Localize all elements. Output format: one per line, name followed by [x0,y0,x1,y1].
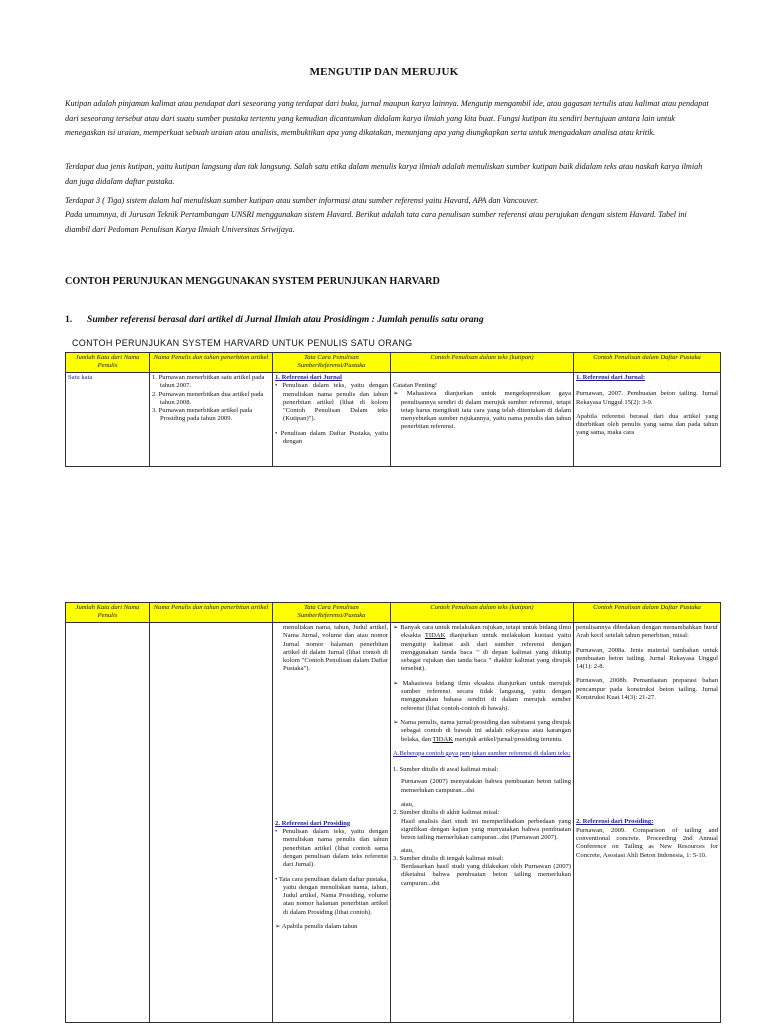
example-3-body: Berdasarkan hasil studi yang dilakukan oleh Purnawan (2007) diketahui bahwa pembuatan beton tailing memerlukan campuran...dst [401,863,571,887]
subsection-heading [65,314,484,325]
example-3-heading: 3. Sumber ditulis di tengah kalimat misal: [393,854,504,862]
bibliography-entry-1: Purnawan, 2007. Pembuatan beton tailing. Jurnal Rekayasa Unggul 15(2): 3-9. [576,390,718,406]
cell-procedure [273,373,391,467]
fictional-text-pre: ➢ Nama penulis, nama jurnal/prosiding dan substansi yang dirujuk sebagai contoh di bawah ini adalah rekayasa atau karangan belaka, dan [393,718,571,743]
bibliography-heading-journal: 1. Referensi dari Jurnal: [576,374,646,381]
example-2-body: Hasil analisis dari studi ini memperlihatkan perbedaan yang signifikan dengan kajian yang menyatakan bahwa pembuatan beton tailing memerlukan campuran...dst (Purnawan 2007). [401,817,571,842]
author-item-2: 2. Purnawan menerbitkan dua artikel pada tahun 2008. [152,390,264,406]
example-2-heading: 2. Sumber ditulis di akhir kalimat misal: [393,809,500,817]
bibliography-heading-proceeding: 2. Referensi dari Prosiding: [576,818,654,826]
fictional-text-post: merujuk artikel/jurnal/prosiding tertentu. [453,735,563,743]
bibliography-note: Apabila referensi berasal dari dua artikel yang diterbitkan oleh penulis yang sama dan pada tahun yang sama, maka cara [576,412,718,437]
bibliography-continued: penulisannya dibedakan dengan menambahkan huruf Arab kecil setelah tahun penerbitan, misal: [576,624,718,640]
in-text-bullet-1: ➢ Mahasiswa dianjurkan untuk mengekspresikan gaya penulisannya sendiri di dalam merujuk sumber referensi, tetapi tetap harus mengikuti tata cara yang telah ditentukan di dalam menyebutkan sumber rujukannya, yaitu nama penulis dan tahun penerbitan referensi. [393,390,571,431]
bibliography-entry-2008a: Purnawan, 2008a. Jenis material tambahan untuk pembuatan beton tailing. Jurnal Rekayasa Unggul 14(1): 2-8. [576,646,718,671]
cell-in-text-2 [391,623,574,1023]
procedure-heading-journal: 1. Referensi dari Jurnal [275,374,342,381]
example-or-1: atau, [401,801,414,809]
in-text-bullet-quotation [393,624,571,674]
author-item-1: 1. Purnawan menerbitkan satu artikel pada tahun 2007. [152,374,265,390]
table-caption: CONTOH PERUNJUKAN SYSTEM HARVARD UNTUK PENULIS SATU ORANG [72,338,413,348]
bibliography-entry-2008b: Purnawan, 2008b. Pemanfaatan preparasi bahan pencampur pada konstruksi beton tailing. Jurnal Konstruksi Kuat 14(3): 21-27. [576,677,718,702]
header-in-text-example-2: Contoh Penulisan dalam teks (kutipan) [391,603,574,623]
harvard-table-1 [65,352,721,467]
types-paragraph: Terdapat dua jenis kutipan, yaitu kutipan langsung dan tak langsung. Salah satu etika dalam menulis karya ilmiah adalah menuliskan sumber kutipan baik didalam teks atau naskah karya ilmiah dan juga didalam daftar pustaka. [65,162,703,186]
fictional-not-word: TIDAK [432,735,454,743]
cell-word-count-2 [66,623,150,1023]
cell-author-year [150,373,273,467]
bibliography-entry-proceeding: Purnawan, 2009. Comparison of tailing and conventional concrete. Proceeding 2nd Annual Conference on Tailing as New Resources for Concrete, Asosiasi Ahli Beton Indonesia, 1: 5-10. [576,826,718,859]
example-1-heading: 1. Sumber ditulis di awal kalimat misal: [393,766,499,774]
harvard-paragraph: Pada umumnya, di Jurusan Teknik Pertambangan UNSRI menggunakan sistem Havard. Berikut adalah tata cara penulisan sumber referensi atau perujukan dengan sistem Havard. Tabel ini diambil dari Pedoman Penulisan Karya Ilmiah Universitas Sriwijaya. [65,210,687,234]
in-text-bullet-indirect: ➢ Mahasiswa bidang ilmu eksakta dianjurkan untuk merujuk sumber referensi secara tidak langsung, yaitu dengan menggunakan bahasa sendiri di dalam merujuk sumber referensi (lihat contoh-contoh di bawah). [393,679,571,712]
quotation-text-post: dianjurkan untuk melakukan kuotasi yaitu mengutip kalimat asli dari sumber referensi dengan menggunakan tanda baca " di depan kalimat yang dikutip sebagai rujukan dan tanda baca " diakhir kalimat yang dirujuk tersebut). [401,632,571,673]
header-bibliography-example: Contoh Penulisan dalam Daftar Pustaka [574,353,721,373]
header-procedure: Tata Cara Penulisan SumberReferensi/Pustaka [273,353,391,373]
harvard-table-2 [65,602,721,1023]
cell-bibliography-2 [574,623,721,1023]
systems-paragraph: Terdapat 3 ( Tiga) sistem dalam hal menuliskan sumber kutipan atau sumber informasi atau sumber referensi yaitu Havard, APA dan Vancouver. [65,196,539,205]
cell-bibliography [574,373,721,467]
procedure-proceeding-bullet-2: • Tata cara penulisan dalam daftar pustaka, yaitu dengan menuliskan nama, tahun, Judul artikel, Nama Prosiding, volume atau nomor halaman penerbitan artikel di dalam Prosiding (lihat contoh). [275,875,388,916]
procedure-bullet-2: • Penulisan dalam Daftar Pustaka, yaitu dengan [275,429,388,446]
header-procedure-2: Tata Cara Penulisan SumberReferensi/Pustaka [273,603,391,623]
cell-procedure-2 [273,623,391,1023]
important-note-heading: Catatan Penting! [393,382,438,389]
procedure-continued: menuliskan nama, tahun, Judul artikel, Nama Jurnal, volume dan atau nomor Jurnal nomor halaman penerbitan artikel di dalam Jurnal (lihat contoh di kolom "Contoh Penulisan dalam Daftar Pustaka"). [283,624,388,673]
header-word-count-2: Jumlah Kata dari Nama Penulis [66,603,150,623]
procedure-heading-proceeding: 2. Referensi dari Prosiding [275,819,351,827]
subsection-number: 1. [65,314,73,325]
quotation-text-pre: ➢ Banyak cara untuk melakukan rujukan, tetapi untuk bidang ilmu eksakta [393,624,571,640]
header-word-count: Jumlah Kata dari Nama Penulis [66,353,150,373]
section-heading: CONTOH PERUNJUKAN MENGGUNAKAN SYSTEM PERUNJUKAN HARVARD [65,276,440,287]
header-in-text-example: Contoh Penulisan dalam teks (kutipan) [391,353,574,373]
example-or-2: atau, [401,846,414,854]
cell-author-year-2 [150,623,273,1023]
header-author-year: Nama Penulis dan tahun penerbitan artikel [150,353,273,373]
author-item-3: 3. Purnawan menerbitkan artikel pada Prosiding pada tahun 2009. [152,407,253,423]
header-author-year-2: Nama Penulis dan tahun penerbitan artikel [150,603,273,623]
document-title: MENGUTIP DAN MERUJUK [309,66,459,78]
examples-heading: A.Beberapa contoh gaya perujukan sumber referensi di dalam teks; [393,749,571,757]
example-1-body: Purnawan (2007) menyatakan bahwa pembuatan beton tailing memerlukan campuran...dst [401,778,571,794]
procedure-bullet-1: • Penulisan dalam teks, yaitu dengan menuliskan nama penulis dan tahun penerbitan artikel (lihat di kolom "Contoh Penulisan Dalam teks (Kutipan)"). [275,382,388,423]
cell-in-text [391,373,574,467]
procedure-proceeding-bullet-1: • Penulisan dalam teks, yaitu dengan menuliskan nama penulis dan tahun penerbitan artikel (lihat contoh sama dengan penulisan dalam teks referensi dari Jurnal). [275,828,388,869]
quotation-not-word: TIDAK [424,632,446,640]
in-text-bullet-fictional [393,719,571,744]
header-bibliography-example-2: Contoh Penulisan dalam Daftar Pustaka [574,603,721,623]
cell-word-count: Satu kata [66,373,150,467]
procedure-proceeding-bullet-3: ➢ Apabila penulis dalam tahun [275,923,358,931]
intro-paragraph: Kutipan adalah pinjaman kalimat atau pendapat dari seseorang yang terdapat dari buku, jurnal maupun karya lainnya. Mengutip mengambil ide, atau gagasan tertulis atau kalimat atau pendapat dari seseorang tersebut atau dari suatu sumber pustaka tertentu yang kemudian dicantumkan didalam karya ilmiah yang kita buat. Fungsi kutipan itu sendiri bertujuan antara lain untuk menegaskan isi uraian, memperkuat sebuah uraian atau analisis, membuktikan apa yang dikatakan, menunjang apa yang diungkapkan serta untuk mengadakan analisa atau kritik. [65,99,709,138]
subsection-text: Sumber referensi berasal dari artikel di Jurnal Ilmiah atau Prosidingm : Jumlah penulis satu orang [87,314,484,325]
